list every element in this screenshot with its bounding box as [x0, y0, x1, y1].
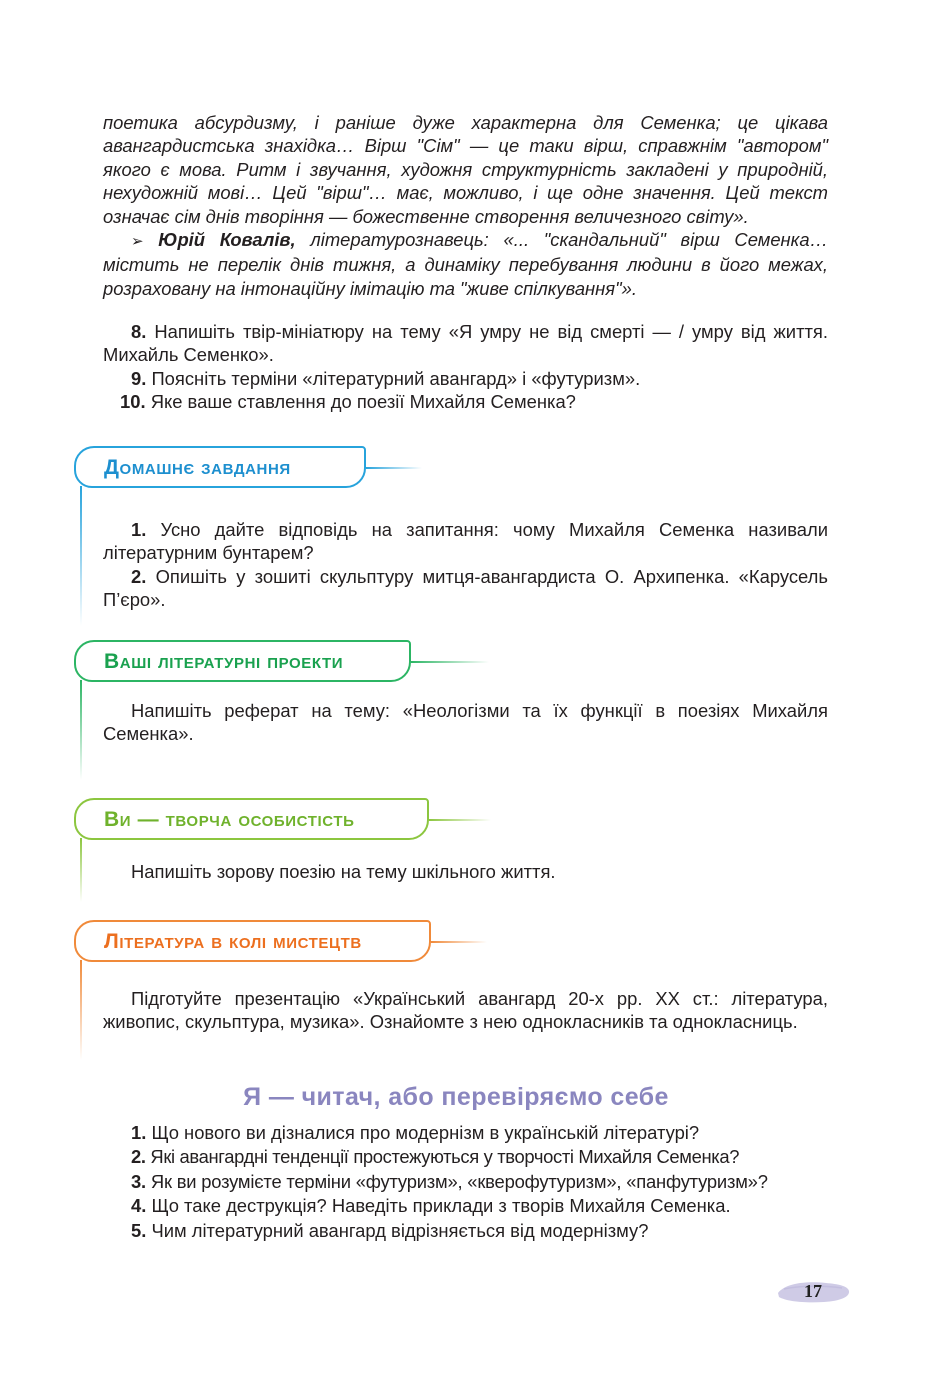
arts-header-line: [431, 941, 487, 943]
arts-text: Підготуйте презентацію «Український авангард 20-х рр. ХХ ст.: література, живопис, скульптура, музика». Ознайомте з нею однокласників та однокласниць.: [103, 988, 828, 1033]
list-item: [131, 1170, 851, 1194]
arts-header: [74, 920, 431, 962]
item-text: Які авангардні тенденції простежуються у творчості Михайля Семенка?: [145, 1146, 740, 1168]
item-number: 3.: [131, 1170, 146, 1192]
list-item: [131, 1194, 851, 1218]
creative-text: Напишіть зорову поезію на тему шкільного життя.: [131, 861, 556, 882]
item-text: Що таке деструкція? Наведіть приклади з творів Михайля Семенка.: [146, 1195, 731, 1217]
quiz-title: Я — читач, або перевіряємо себе: [243, 1083, 669, 1111]
list-item: [131, 1121, 851, 1145]
homework-list: [103, 518, 828, 612]
page-number-tab: [776, 1277, 850, 1307]
item-text: Що нового ви дізналися про модернізм в українській літературі?: [146, 1122, 700, 1143]
arts-side-line: [80, 960, 82, 1060]
page-number: 17: [804, 1281, 822, 1301]
author-role: літературознавець: «... "скандальний" вірш Семенка… містить не перелік днів тижня, а динаміку перебування людини в його межах, розраховану на інтонаційну імітацію та "живе спілкування"».: [103, 229, 828, 299]
item-text: Поясніть терміни «літературний авангард» і «футуризм».: [146, 367, 641, 389]
projects-text: Напишіть реферат на тему: «Неологізми та їх функції в поезіях Михайля Семенка».: [103, 700, 828, 745]
homework-side-line: [80, 486, 82, 626]
projects-header-line: [411, 661, 489, 663]
item-text: Чим літературний авангард відрізняється від модернізму?: [146, 1219, 649, 1241]
projects-header: [74, 640, 411, 682]
item-number: 8.: [131, 321, 147, 342]
list-item: [131, 1219, 851, 1243]
homework-header: [74, 446, 366, 488]
bullet-arrow-icon: ➢: [131, 233, 144, 251]
item-number: 1.: [131, 519, 147, 540]
arts-title: Література в колі мистецтв: [104, 930, 362, 953]
item-number: 9.: [131, 367, 147, 389]
item-text: Яке ваше ставлення до поезії Михайля Семенка?: [145, 391, 576, 413]
homework-header-line: [366, 467, 422, 469]
quote-text: [103, 111, 828, 300]
author-name: Юрій Ковалів,: [158, 229, 296, 251]
quiz-list: [131, 1121, 851, 1243]
homework-title: Домашнє завдання: [104, 456, 291, 479]
item-number: 1.: [131, 1122, 147, 1143]
item-text: Усно дайте відповідь на запитання: чому Михайля Семенка називали літературним бунтарем?: [103, 519, 828, 564]
tasks-list: [103, 320, 828, 414]
list-item: [103, 518, 828, 565]
creative-title: Ви — творча особистість: [104, 808, 355, 831]
item-number: 2.: [131, 1146, 146, 1168]
item-number: 10.: [120, 391, 146, 413]
item-number: 5.: [131, 1219, 147, 1241]
creative-header: [74, 798, 429, 840]
creative-side-line: [80, 838, 82, 902]
author-paragraph: [103, 228, 828, 300]
list-item: [131, 1145, 851, 1169]
projects-title: Ваші літературні проекти: [104, 650, 344, 673]
item-text: Як ви розумієте терміни «футуризм», «кверофутуризм», «панфутуризм»?: [145, 1170, 768, 1192]
list-item: [103, 390, 828, 413]
list-item: [103, 320, 828, 367]
creative-header-line: [429, 819, 491, 821]
item-number: 2.: [131, 565, 147, 587]
item-number: 4.: [131, 1195, 147, 1217]
projects-side-line: [80, 680, 82, 780]
list-item: [103, 367, 828, 390]
list-item: [103, 565, 828, 612]
quote-paragraph: поетика абсурдизму, і раніше дуже характерна для Семенка; це цікава авангардистська знахідка… Вірш "Сім" — це таки вірш, справжнім "автором" якого є мова. Ритм і звучання, художня структурність закладені у природній, нехудожній мові… Цей "вірш"… має, можливо, і ще одне значення. Цей текст означає сім днів творіння — божественне створення величезного світу».: [103, 112, 828, 227]
item-text: Опишіть у зошиті скульптуру митця-авангардиста О. Архипенка. «Карусель П’єро».: [103, 565, 828, 611]
item-text: Напишіть твір-мініатюру на тему «Я умру не від смерті — / умру від життя. Михайль Семенко».: [103, 321, 828, 366]
